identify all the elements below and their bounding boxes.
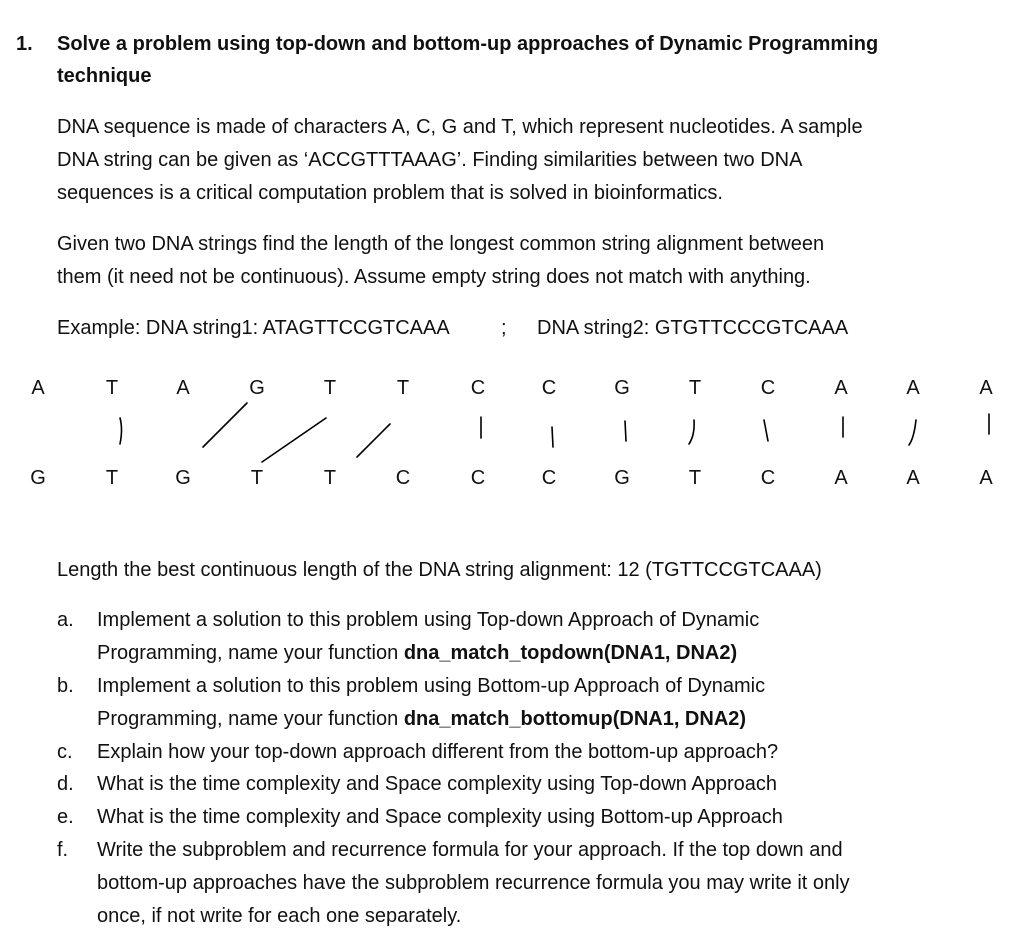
question-title-line-2: technique <box>57 65 152 87</box>
item-d-line-1: What is the time complexity and Space complexity using Top-down Approach <box>97 773 777 795</box>
top-letter-4: G <box>249 377 265 399</box>
bottom-letter-2: T <box>105 467 119 489</box>
item-b-line-1: Implement a solution to this problem using Bottom-up Approach of Dynamic <box>97 675 766 697</box>
item-a-line-2 <box>97 637 737 670</box>
top-letter-12: A <box>834 377 848 399</box>
bottom-letter-3: G <box>175 467 191 489</box>
function-name-bottomup: dna_match_bottomup(DNA1, DNA2) <box>403 708 747 730</box>
list-marker-f: f. <box>57 839 69 861</box>
function-name-topdown: dna_match_topdown(DNA1, DNA2) <box>403 642 738 664</box>
bottom-letter-4: T <box>250 467 264 489</box>
bottom-letter-5: T <box>323 467 337 489</box>
item-f-line-1: Write the subproblem and recurrence formula for your approach. If the top down and <box>97 839 843 861</box>
top-letter-1: A <box>31 377 45 399</box>
list-marker-b: b. <box>57 675 74 697</box>
list-marker-c: c. <box>57 741 73 763</box>
task-line-1: Given two DNA strings find the length of the longest common string alignment between <box>57 233 825 255</box>
top-letter-11: C <box>760 377 776 399</box>
item-a-line-1: Implement a solution to this problem using Top-down Approach of Dynamic <box>97 609 760 631</box>
top-letter-2: T <box>105 377 119 399</box>
link-6 <box>552 427 553 447</box>
bottom-letter-13: A <box>906 467 920 489</box>
list-marker-d: d. <box>57 773 74 795</box>
example-separator: ; <box>501 317 507 339</box>
bottom-letter-7: C <box>470 467 486 489</box>
top-letter-5: T <box>323 377 337 399</box>
link-9 <box>764 420 768 441</box>
item-e-line-1: What is the time complexity and Space complexity using Bottom-up Approach <box>97 806 783 828</box>
intro-line-2: DNA string can be given as ‘ACCGTTTAAAG’. Finding similarities between two DNA <box>57 149 803 171</box>
list-marker-a: a. <box>57 609 74 631</box>
top-letter-6: T <box>396 377 410 399</box>
task-line-2: them (it need not be continuous). Assume empty string does not match with anything. <box>57 266 811 288</box>
item-f-line-2: bottom-up approaches have the subproblem recurrence formula you may write it only <box>97 872 850 894</box>
top-letter-8: C <box>541 377 557 399</box>
example-string2: DNA string2: GTGTTCCCGTCAAA <box>537 317 849 339</box>
list-marker-e: e. <box>57 806 74 828</box>
item-b-line-2 <box>97 703 746 736</box>
link-3 <box>262 418 326 462</box>
example-string1: Example: DNA string1: ATAGTTCCGTCAAA <box>57 317 450 339</box>
top-letter-7: C <box>470 377 486 399</box>
item-b-line-2-text: Programming, name your function <box>97 708 404 730</box>
bottom-letter-11: C <box>760 467 776 489</box>
top-letter-3: A <box>176 377 190 399</box>
bottom-letter-6: C <box>395 467 411 489</box>
link-11 <box>909 420 916 445</box>
result-text: Length the best continuous length of the DNA string alignment: 12 (TGTTCCGTCAAA) <box>57 559 822 581</box>
link-1 <box>120 418 122 444</box>
link-2 <box>203 403 247 447</box>
bottom-letter-14: A <box>979 467 993 489</box>
question-number: 1. <box>16 33 33 55</box>
link-4 <box>357 424 390 457</box>
item-c-line-1: Explain how your top-down approach different from the bottom-up approach? <box>97 741 779 763</box>
intro-line-1: DNA sequence is made of characters A, C, G and T, which represent nucleotides. A sample <box>57 116 863 138</box>
bottom-letter-8: C <box>541 467 557 489</box>
bottom-letter-9: G <box>614 467 630 489</box>
link-7 <box>625 421 626 441</box>
bottom-letter-1: G <box>30 467 46 489</box>
item-a-line-2-text: Programming, name your function <box>97 642 404 664</box>
question-title-line-1: Solve a problem using top-down and bottom-up approaches of Dynamic Programming <box>57 33 879 55</box>
link-8 <box>689 420 694 444</box>
top-letter-13: A <box>906 377 920 399</box>
top-letter-14: A <box>979 377 993 399</box>
top-letter-9: G <box>614 377 630 399</box>
bottom-letter-10: T <box>688 467 702 489</box>
top-letter-10: T <box>688 377 702 399</box>
item-f-line-3: once, if not write for each one separately. <box>97 905 462 927</box>
bottom-letter-12: A <box>834 467 848 489</box>
intro-line-3: sequences is a critical computation problem that is solved in bioinformatics. <box>57 182 723 204</box>
